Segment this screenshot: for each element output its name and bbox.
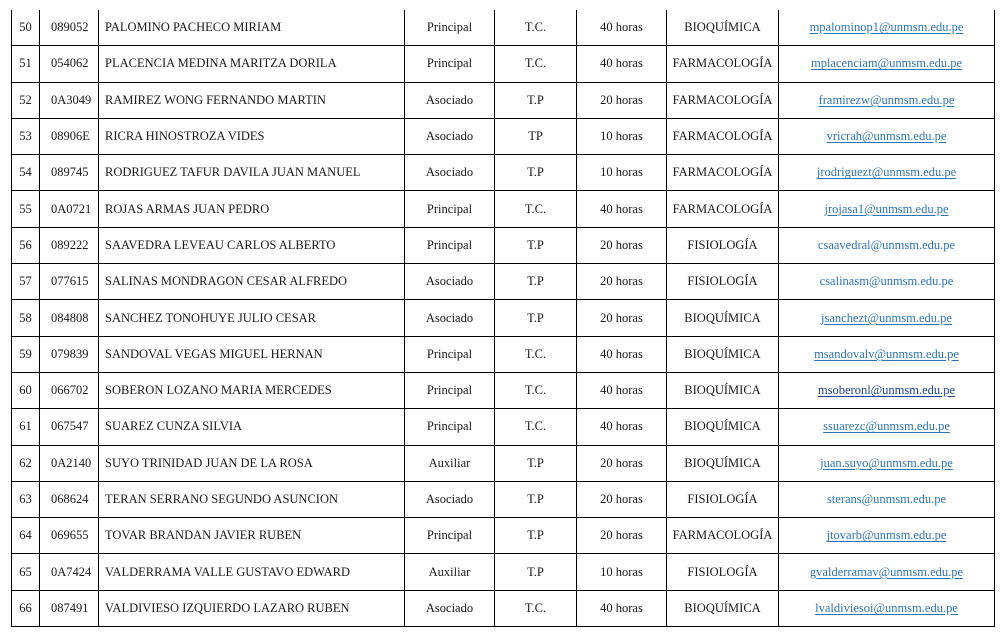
hours-cell: 40 horas bbox=[577, 372, 667, 408]
table-row bbox=[12, 518, 995, 554]
hours-cell: 20 horas bbox=[577, 445, 667, 481]
category-cell: Asociado bbox=[405, 155, 495, 191]
department-cell: FISIOLOGÍA bbox=[667, 264, 779, 300]
category-cell: Principal bbox=[405, 409, 495, 445]
employee-code: 089052 bbox=[40, 10, 99, 46]
row-number: 64 bbox=[12, 518, 40, 554]
department-cell: FISIOLOGÍA bbox=[667, 227, 779, 263]
email-cell bbox=[779, 409, 995, 445]
employee-code: 066702 bbox=[40, 372, 99, 408]
employee-code: 08906E bbox=[40, 118, 99, 154]
table-row bbox=[12, 155, 995, 191]
dedication-cell: T.P bbox=[495, 264, 577, 300]
faculty-name: PALOMINO PACHECO MIRIAM bbox=[99, 10, 405, 46]
employee-code: 069655 bbox=[40, 518, 99, 554]
category-cell: Asociado bbox=[405, 118, 495, 154]
department-cell: FISIOLOGÍA bbox=[667, 554, 779, 590]
category-cell: Asociado bbox=[405, 590, 495, 626]
employee-code: 0A3049 bbox=[40, 82, 99, 118]
row-number: 54 bbox=[12, 155, 40, 191]
department-cell: FARMACOLOGÍA bbox=[667, 82, 779, 118]
dedication-cell: T.C. bbox=[495, 372, 577, 408]
dedication-cell: T.C. bbox=[495, 336, 577, 372]
department-cell: FARMACOLOGÍA bbox=[667, 155, 779, 191]
row-number: 60 bbox=[12, 372, 40, 408]
faculty-name: PLACENCIA MEDINA MARITZA DORILA bbox=[99, 46, 405, 82]
faculty-name: SUAREZ CUNZA SILVIA bbox=[99, 409, 405, 445]
email-link[interactable]: framirezw@unmsm.edu.pe bbox=[818, 92, 955, 107]
faculty-name: VALDERRAMA VALLE GUSTAVO EDWARD bbox=[99, 554, 405, 590]
faculty-name: VALDIVIESO IZQUIERDO LAZARO RUBEN bbox=[99, 590, 405, 626]
faculty-name: SUYO TRINIDAD JUAN DE LA ROSA bbox=[99, 445, 405, 481]
table-row bbox=[12, 409, 995, 445]
department-cell: BIOQUÍMICA bbox=[667, 445, 779, 481]
employee-code: 077615 bbox=[40, 264, 99, 300]
email-link[interactable]: csaavedral@unmsm.edu.pe bbox=[817, 237, 956, 252]
email-link[interactable]: ssuarezc@unmsm.edu.pe bbox=[823, 419, 950, 434]
hours-cell: 10 horas bbox=[577, 554, 667, 590]
email-link[interactable]: jrodriguezt@unmsm.edu.pe bbox=[816, 165, 957, 180]
row-number: 65 bbox=[12, 554, 40, 590]
email-cell bbox=[779, 372, 995, 408]
email-link[interactable]: sterans@unmsm.edu.pe bbox=[826, 492, 947, 506]
employee-code: 079839 bbox=[40, 336, 99, 372]
row-number: 61 bbox=[12, 409, 40, 445]
dedication-cell: T.C. bbox=[495, 46, 577, 82]
faculty-name: RAMIREZ WONG FERNANDO MARTIN bbox=[99, 82, 405, 118]
dedication-cell: T.P bbox=[495, 518, 577, 554]
email-cell bbox=[779, 118, 995, 154]
hours-cell: 40 horas bbox=[577, 409, 667, 445]
email-cell bbox=[779, 481, 995, 517]
employee-code: 089222 bbox=[40, 227, 99, 263]
dedication-cell: T.P bbox=[495, 554, 577, 590]
faculty-name: RODRIGUEZ TAFUR DAVILA JUAN MANUEL bbox=[99, 155, 405, 191]
faculty-name: ROJAS ARMAS JUAN PEDRO bbox=[99, 191, 405, 227]
category-cell: Principal bbox=[405, 518, 495, 554]
faculty-name: SAAVEDRA LEVEAU CARLOS ALBERTO bbox=[99, 227, 405, 263]
department-cell: BIOQUÍMICA bbox=[667, 300, 779, 336]
email-cell bbox=[779, 10, 995, 46]
email-cell bbox=[779, 518, 995, 554]
hours-cell: 20 horas bbox=[577, 300, 667, 336]
dedication-cell: T.C. bbox=[495, 590, 577, 626]
row-number: 62 bbox=[12, 445, 40, 481]
email-cell bbox=[779, 191, 995, 227]
department-cell: FISIOLOGÍA bbox=[667, 481, 779, 517]
employee-code: 087491 bbox=[40, 590, 99, 626]
faculty-name: TOVAR BRANDAN JAVIER RUBEN bbox=[99, 518, 405, 554]
dedication-cell: T.C. bbox=[495, 191, 577, 227]
hours-cell: 40 horas bbox=[577, 46, 667, 82]
row-number: 58 bbox=[12, 300, 40, 336]
email-cell bbox=[779, 46, 995, 82]
hours-cell: 40 horas bbox=[577, 191, 667, 227]
email-link[interactable]: jsanchezt@unmsm.edu.pe bbox=[821, 310, 952, 325]
dedication-cell: T.P bbox=[495, 481, 577, 517]
row-number: 50 bbox=[12, 10, 40, 46]
email-link[interactable]: mplacenciam@unmsm.edu.pe bbox=[810, 56, 963, 71]
email-link[interactable]: jrojasa1@unmsm.edu.pe bbox=[824, 201, 949, 216]
row-number: 56 bbox=[12, 227, 40, 263]
row-number: 52 bbox=[12, 82, 40, 118]
category-cell: Principal bbox=[405, 10, 495, 46]
department-cell: BIOQUÍMICA bbox=[667, 590, 779, 626]
table-row bbox=[12, 82, 995, 118]
hours-cell: 40 horas bbox=[577, 10, 667, 46]
category-cell: Principal bbox=[405, 336, 495, 372]
category-cell: Asociado bbox=[405, 264, 495, 300]
row-number: 63 bbox=[12, 481, 40, 517]
department-cell: FARMACOLOGÍA bbox=[667, 46, 779, 82]
employee-code: 068624 bbox=[40, 481, 99, 517]
employee-code: 089745 bbox=[40, 155, 99, 191]
faculty-name: SANCHEZ TONOHUYE JULIO CESAR bbox=[99, 300, 405, 336]
email-link[interactable]: csalinasm@unmsm.edu.pe bbox=[819, 274, 954, 289]
faculty-name: SOBERON LOZANO MARIA MERCEDES bbox=[99, 372, 405, 408]
email-link[interactable]: vricrah@unmsm.edu.pe bbox=[826, 129, 947, 144]
row-number: 55 bbox=[12, 191, 40, 227]
email-cell bbox=[779, 155, 995, 191]
hours-cell: 20 horas bbox=[577, 82, 667, 118]
row-number: 66 bbox=[12, 590, 40, 626]
email-cell bbox=[779, 300, 995, 336]
faculty-name: SALINAS MONDRAGON CESAR ALFREDO bbox=[99, 264, 405, 300]
email-link[interactable]: msoberonl@unmsm.edu.pe bbox=[817, 383, 956, 398]
table-row bbox=[12, 554, 995, 590]
table-row bbox=[12, 372, 995, 408]
email-link[interactable]: jtovarb@unmsm.edu.pe bbox=[826, 528, 947, 543]
table-row bbox=[12, 264, 995, 300]
table-row bbox=[12, 590, 995, 626]
department-cell: FARMACOLOGÍA bbox=[667, 191, 779, 227]
dedication-cell: T.C. bbox=[495, 409, 577, 445]
table-row bbox=[12, 191, 995, 227]
dedication-cell: TP bbox=[495, 118, 577, 154]
row-number: 53 bbox=[12, 118, 40, 154]
employee-code: 0A0721 bbox=[40, 191, 99, 227]
employee-code: 054062 bbox=[40, 46, 99, 82]
dedication-cell: T.P bbox=[495, 155, 577, 191]
hours-cell: 20 horas bbox=[577, 518, 667, 554]
table-row bbox=[12, 227, 995, 263]
employee-code: 0A7424 bbox=[40, 554, 99, 590]
employee-code: 067547 bbox=[40, 409, 99, 445]
faculty-name: SANDOVAL VEGAS MIGUEL HERNAN bbox=[99, 336, 405, 372]
faculty-name: RICRA HINOSTROZA VIDES bbox=[99, 118, 405, 154]
category-cell: Principal bbox=[405, 191, 495, 227]
email-cell bbox=[779, 82, 995, 118]
faculty-name: TERAN SERRANO SEGUNDO ASUNCION bbox=[99, 481, 405, 517]
table-row bbox=[12, 300, 995, 336]
hours-cell: 20 horas bbox=[577, 227, 667, 263]
email-link[interactable]: juan.suyo@unmsm.edu.pe bbox=[820, 455, 953, 470]
category-cell: Asociado bbox=[405, 300, 495, 336]
employee-code: 084808 bbox=[40, 300, 99, 336]
category-cell: Auxiliar bbox=[405, 445, 495, 481]
row-number: 59 bbox=[12, 336, 40, 372]
email-link[interactable]: lvaldiviesoi@unmsm.edu.pe bbox=[815, 600, 958, 615]
dedication-cell: T.P bbox=[495, 300, 577, 336]
department-cell: FARMACOLOGÍA bbox=[667, 118, 779, 154]
dedication-cell: T.P bbox=[495, 445, 577, 481]
row-number: 51 bbox=[12, 46, 40, 82]
department-cell: BIOQUÍMICA bbox=[667, 409, 779, 445]
dedication-cell: T.P bbox=[495, 227, 577, 263]
employee-code: 0A2140 bbox=[40, 445, 99, 481]
email-link[interactable]: msandovalv@unmsm.edu.pe bbox=[814, 346, 959, 361]
email-cell bbox=[779, 554, 995, 590]
faculty-table-body bbox=[12, 10, 995, 627]
table-row bbox=[12, 481, 995, 517]
hours-cell: 10 horas bbox=[577, 155, 667, 191]
table-row bbox=[12, 10, 995, 46]
table-row bbox=[12, 336, 995, 372]
faculty-table-page bbox=[11, 10, 994, 627]
email-cell bbox=[779, 445, 995, 481]
department-cell: FARMACOLOGÍA bbox=[667, 518, 779, 554]
hours-cell: 10 horas bbox=[577, 118, 667, 154]
department-cell: BIOQUÍMICA bbox=[667, 10, 779, 46]
email-cell bbox=[779, 264, 995, 300]
hours-cell: 40 horas bbox=[577, 336, 667, 372]
email-cell bbox=[779, 590, 995, 626]
table-row bbox=[12, 445, 995, 481]
category-cell: Asociado bbox=[405, 481, 495, 517]
department-cell: BIOQUÍMICA bbox=[667, 336, 779, 372]
email-cell bbox=[779, 227, 995, 263]
hours-cell: 20 horas bbox=[577, 264, 667, 300]
faculty-table bbox=[11, 10, 995, 627]
category-cell: Principal bbox=[405, 46, 495, 82]
dedication-cell: T.C. bbox=[495, 10, 577, 46]
hours-cell: 40 horas bbox=[577, 590, 667, 626]
category-cell: Principal bbox=[405, 227, 495, 263]
email-link[interactable]: mpalominop1@unmsm.edu.pe bbox=[809, 20, 964, 35]
category-cell: Asociado bbox=[405, 82, 495, 118]
table-row bbox=[12, 46, 995, 82]
category-cell: Auxiliar bbox=[405, 554, 495, 590]
hours-cell: 20 horas bbox=[577, 481, 667, 517]
category-cell: Principal bbox=[405, 372, 495, 408]
email-link[interactable]: gvalderramav@unmsm.edu.pe bbox=[809, 564, 964, 579]
table-row bbox=[12, 118, 995, 154]
row-number: 57 bbox=[12, 264, 40, 300]
dedication-cell: T.P bbox=[495, 82, 577, 118]
email-cell bbox=[779, 336, 995, 372]
department-cell: BIOQUÍMICA bbox=[667, 372, 779, 408]
